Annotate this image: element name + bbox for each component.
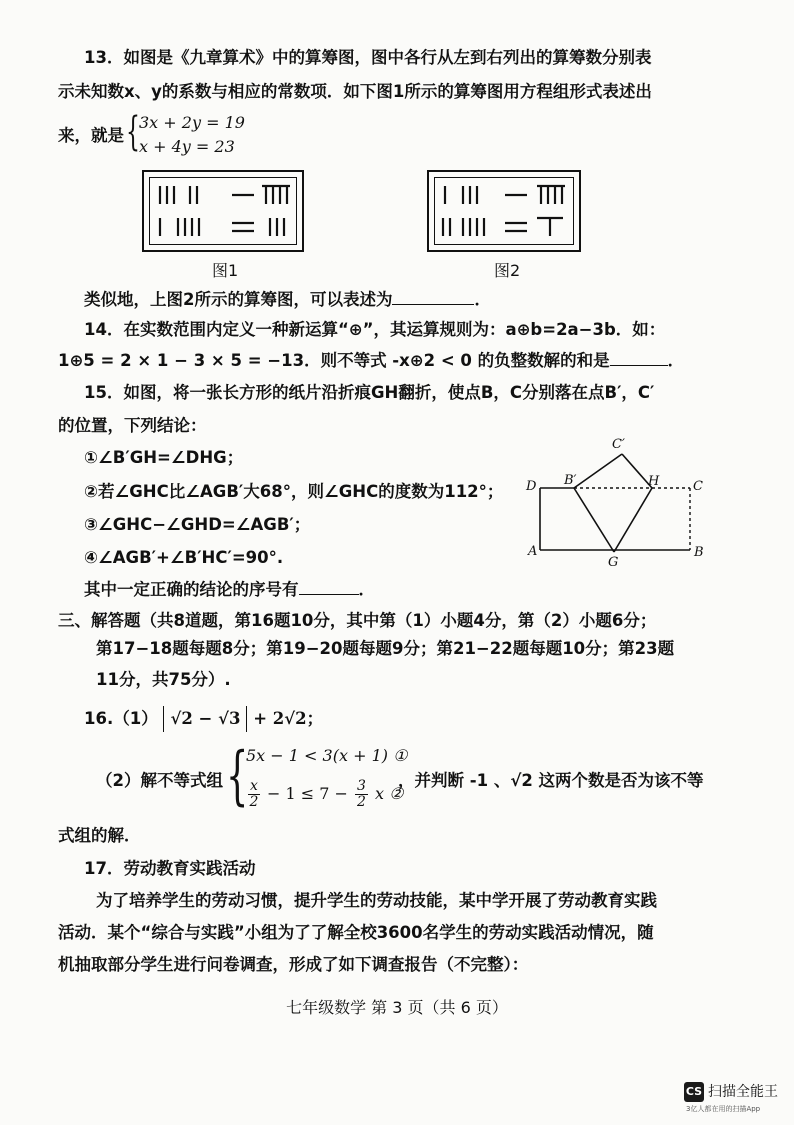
q15-line1: 15．如图，将一张长方形的纸片沿折痕GH翻折，使点B，C分别落在点B′，C′ [84, 383, 655, 402]
q13-answer-blank [392, 304, 474, 305]
section3-line3: 11分，共75分）. [96, 670, 231, 689]
point-C-label: C [693, 479, 703, 494]
point-G-label: G [608, 555, 619, 570]
q16-ineq2: $\frac{x}{2}$ − 1 ≤ 7 − $\frac{3}{2}$ x ② [249, 778, 404, 810]
q13-line2: 示未知数x、y的系数与相应的常数项．如下图1所示的算筹图用方程组形式表述出 [58, 82, 652, 101]
fold-geometry-figure [520, 430, 720, 570]
q17-line1: 为了培养学生的劳动习惯，提升学生的劳动技能，某中学开展了劳动教育实践 [96, 891, 657, 910]
camscanner-name: 扫描全能王 [708, 1084, 778, 1100]
point-H-label: H [648, 474, 660, 489]
point-A-label: A [528, 544, 538, 559]
counting-rod-figure-1 [142, 170, 304, 252]
q16-part2-tail: ，并判断 -1 、√2 这两个数是否为该不等 [398, 771, 704, 790]
point-D-label: D [526, 479, 537, 494]
q17-title: 17．劳动教育实践活动 [84, 859, 256, 878]
q15-conclusion-2: ②若∠GHC比∠AGB′大68°，则∠GHC的度数为112°； [84, 482, 504, 501]
counting-rod-figure-2 [427, 170, 581, 252]
camscanner-tagline: 3亿人都在用的扫描App [686, 1105, 761, 1113]
point-C1-label: C′ [612, 437, 625, 452]
q14-line2: 1⊕5 = 2 × 1 − 3 × 5 = −13．则不等式 -x⊕2 < 0 的负整数解的和是 ． [58, 351, 685, 370]
fig2-label: 图2 [494, 261, 521, 280]
q15-conclusion-3: ③∠GHC−∠GHD=∠AGB′； [84, 515, 311, 534]
q16-part2-label: （2）解不等式组 [96, 771, 223, 790]
section3-line1: 三、解答题（共8道题，第16题10分，其中第（1）小题4分，第（2）小题6分； [58, 611, 657, 630]
q15-line2: 的位置，下列结论： [58, 416, 207, 435]
fig1-label: 图1 [212, 261, 239, 280]
q13-line1: 13．如图是《九章算术》中的算筹图，图中各行从左到右列出的算筹数分别表 [84, 48, 652, 67]
section3-line2: 第17−18题每题8分；第19−20题每题9分；第21−22题每题10分；第23题 [96, 639, 675, 658]
q15-conclusion-1: ①∠B′GH=∠DHG； [84, 448, 244, 467]
q15-ask: 其中一定正确的结论的序号有 ． [84, 580, 375, 599]
q16-part2-end: 式组的解． [58, 826, 141, 845]
q14-line1: 14．在实数范围内定义一种新运算“⊕”，其运算规则为：a⊕b=2a−3b．如： [84, 320, 666, 339]
point-B-label: B [694, 545, 704, 560]
q16-abs-expression: √2 − √3 [163, 706, 247, 732]
q13-eq1: 3x + 2y = 19 [139, 113, 245, 132]
q15-answer-blank [299, 594, 359, 595]
q17-line3: 机抽取部分学生进行问卷调查，形成了如下调查报告（不完整）： [58, 955, 529, 974]
q15-conclusion-4: ④∠AGB′+∠B′HC′=90°. [84, 548, 284, 567]
q17-line2: 活动．某个“综合与实践”小组为了了解全校3600名学生的劳动实践活动情况，随 [58, 923, 654, 942]
q13-lead: 来，就是 [58, 126, 124, 145]
q16-ineq1: 5x − 1 < 3(x + 1) ① [246, 746, 408, 765]
q13-ask: 类似地，上图2所示的算筹图，可以表述为 ． [84, 290, 491, 309]
page-footer: 七年级数学 第 3 页（共 6 页） [286, 998, 508, 1017]
q16-part1: 16.（1） √2 − √3 + 2√2； [84, 706, 323, 732]
q14-answer-blank [610, 365, 668, 366]
point-B1-label: B′ [564, 473, 577, 488]
q13-eq2: x + 4y = 23 [139, 137, 235, 156]
camscanner-logo-icon: CS [684, 1082, 704, 1102]
